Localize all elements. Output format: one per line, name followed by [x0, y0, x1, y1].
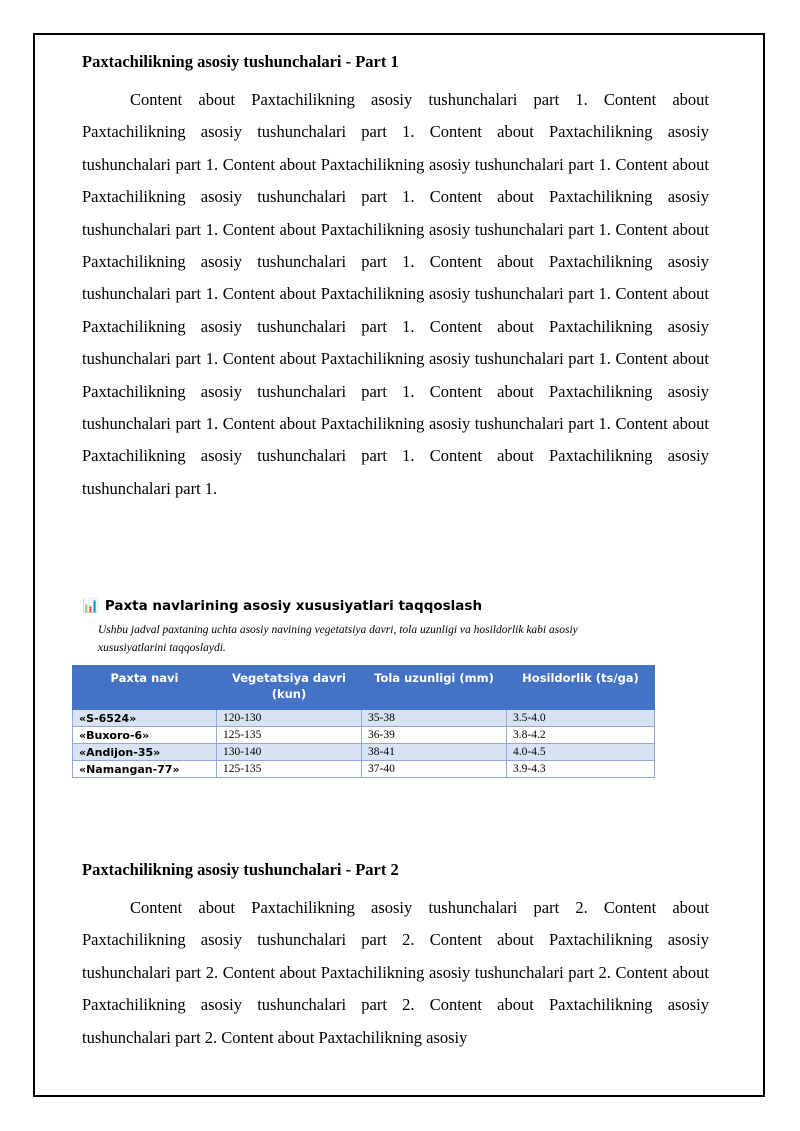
table-cell: 120-130 — [217, 710, 362, 727]
table-row — [73, 727, 655, 744]
table-cell: 3.5-4.0 — [507, 710, 655, 727]
table-cell: 3.9-4.3 — [507, 761, 655, 778]
column-header: Tola uzunligi (mm) — [362, 666, 507, 710]
table-cell: 125-135 — [217, 761, 362, 778]
table-cell-variety: «Namangan-77» — [73, 761, 217, 778]
section-part-1 — [82, 52, 709, 505]
table-cell: 38-41 — [362, 744, 507, 761]
comparison-table-section — [72, 595, 654, 778]
table-cell: 36-39 — [362, 727, 507, 744]
table-row — [73, 761, 655, 778]
table-cell-variety: «S-6524» — [73, 710, 217, 727]
table-cell: 37-40 — [362, 761, 507, 778]
table-cell: 125-135 — [217, 727, 362, 744]
table-header-row — [73, 666, 655, 710]
column-header: Vegetatsiya davri (kun) — [217, 666, 362, 710]
section-body-part-1: Content about Paxtachilikning asosiy tushunchalari part 1. Content about Paxtachilikning asosiy tushunchalari part 1. Content about Paxtachilikning asosiy tushunchalari part 1. Content about Paxtachilikning asosiy tushunchalari part 1. Content about Paxtachilikning asosiy tushunchalari part 1. Content about Paxtachilikning asosiy tushunchalari part 1. Content about Paxtachilikning asosiy tushunchalari part 1. Content about Paxtachilikning asosiy tushunchalari part 1. Content about Paxtachilikning asosiy tushunchalari part 1. Content about Paxtachilikning asosiy tushunchalari part 1. Content about Paxtachilikning asosiy tushunchalari part 1. Content about Paxtachilikning asosiy tushunchalari part 1. Content about Paxtachilikning asosiy tushunchalari part 1. Content about Paxtachilikning asosiy tushunchalari part 1. Content about Paxtachilikning asosiy tushunchalari part 1. Content about Paxtachilikning asosiy tushunchalari part 1. Content about Paxtachilikning asosiy tushunchalari part 1. Content about Paxtachilikning asosiy tushunchalari part 1. — [82, 90, 709, 498]
table-cell: 130-140 — [217, 744, 362, 761]
table-cell-variety: «Buxoro-6» — [73, 727, 217, 744]
table-description: Ushbu jadval paxtaning uchta asosiy navining vegetatsiya davri, tola uzunligi va hosildorlik kabi asosiy xususiyatlarini taqqoslaydi. — [98, 624, 578, 654]
bar-chart-icon: 📊 — [82, 598, 99, 614]
table-cell: 4.0-4.5 — [507, 744, 655, 761]
section-heading-part-1: Paxtachilikning asosiy tushunchalari - Part 1 — [82, 52, 399, 71]
section-body-part-2: Content about Paxtachilikning asosiy tushunchalari part 2. Content about Paxtachilikning asosiy tushunchalari part 2. Content about Paxtachilikning asosiy tushunchalari part 2. Content about Paxtachilikning asosiy tushunchalari part 2. Content about Paxtachilikning asosiy tushunchalari part 2. Content about Paxtachilikning asosiy tushunchalari part 2. Content about Paxtachilikning asosiy — [82, 898, 709, 1047]
table-cell: 3.8-4.2 — [507, 727, 655, 744]
table-title: Paxta navlarining asosiy xususiyatlari taqqoslash — [104, 598, 483, 614]
section-heading-part-2: Paxtachilikning asosiy tushunchalari - Part 2 — [82, 860, 399, 879]
table-cell-variety: «Andijon-35» — [73, 744, 217, 761]
table-title-row — [82, 595, 654, 617]
table-cell: 35-38 — [362, 710, 507, 727]
table-row — [73, 744, 655, 761]
section-part-2 — [82, 860, 709, 1054]
column-header: Hosildorlik (ts/ga) — [507, 666, 655, 710]
table-row — [73, 710, 655, 727]
varieties-table — [72, 665, 655, 778]
column-header: Paxta navi — [73, 666, 217, 710]
